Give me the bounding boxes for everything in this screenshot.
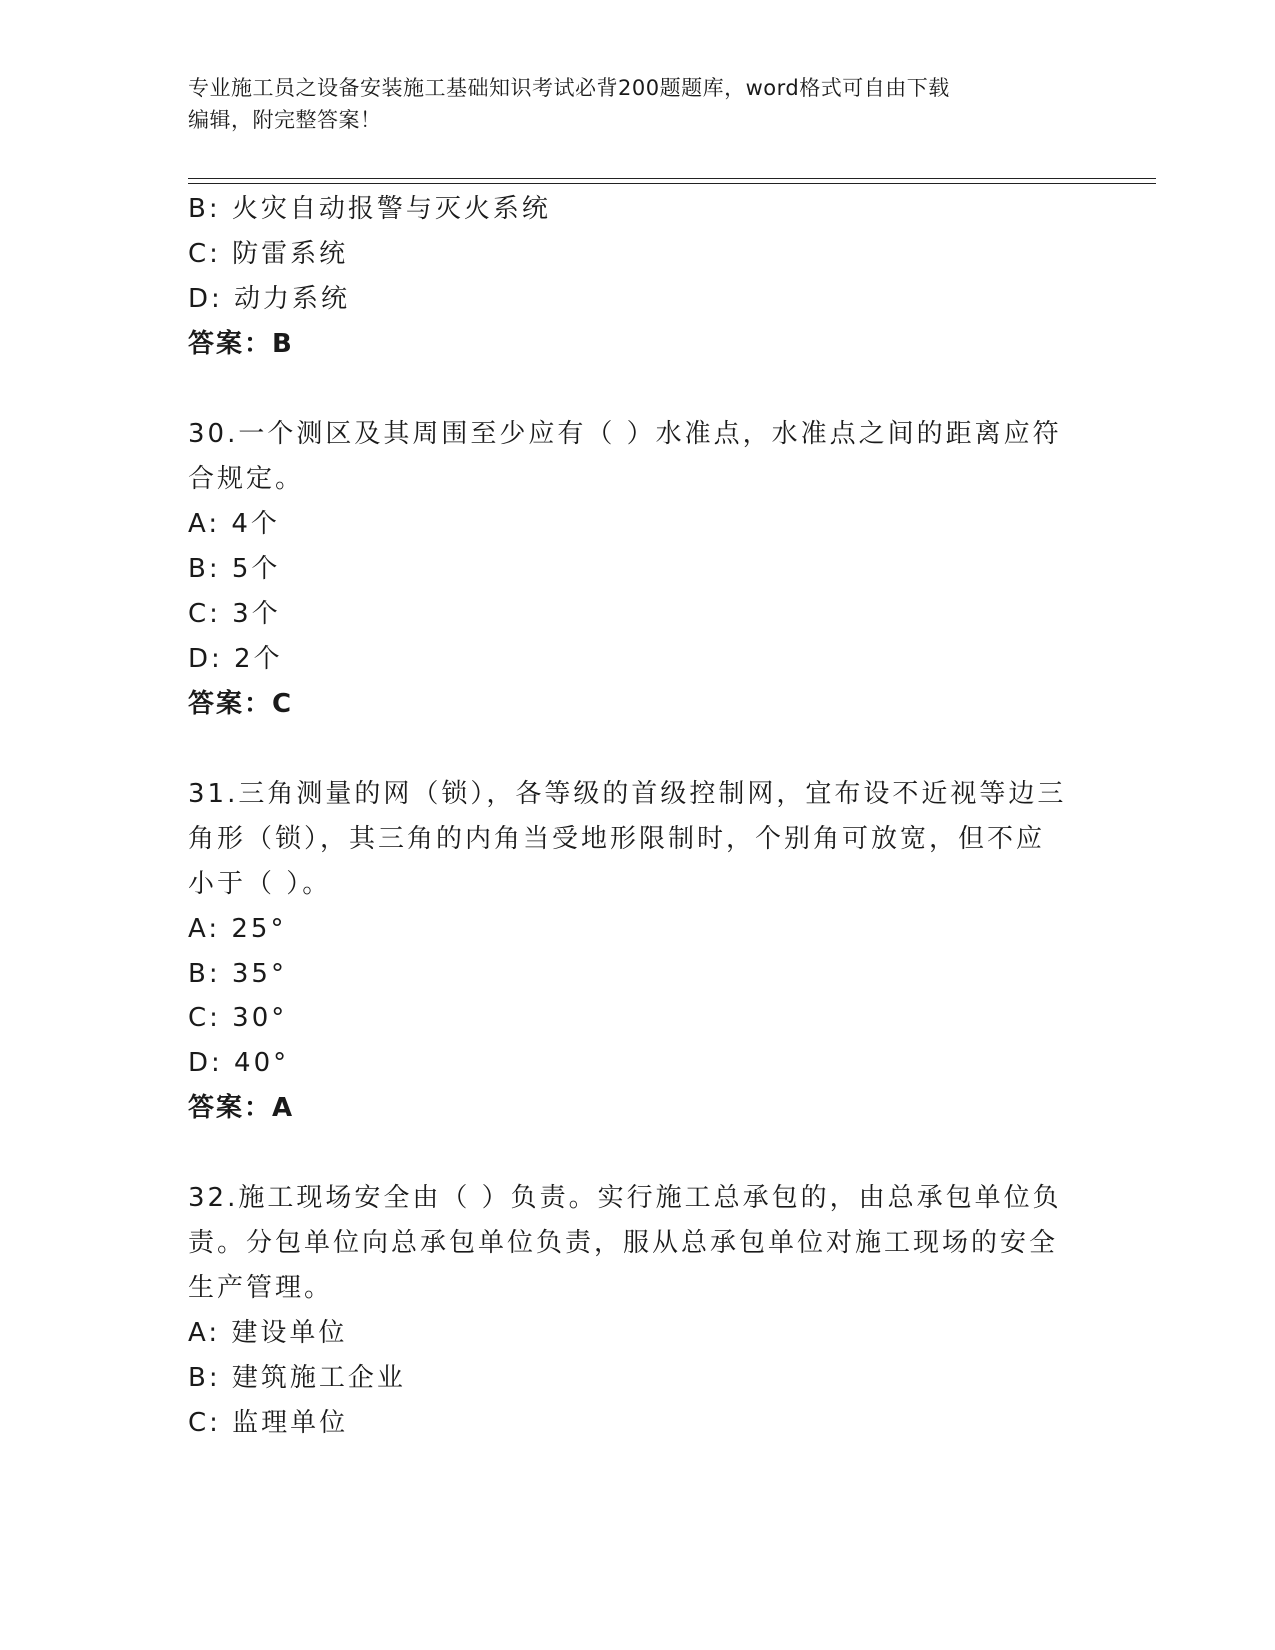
q31-stem-line-3: 小于（ ）。 bbox=[188, 869, 332, 899]
header-divider-bottom bbox=[188, 183, 1156, 184]
q30-option-b: B: 5个 bbox=[188, 554, 281, 584]
q31-stem-line-1: 31.三角测量的网（锁），各等级的首级控制网，宜布设不近视等边三 bbox=[188, 779, 1067, 809]
header-divider-top bbox=[188, 178, 1156, 179]
q31-option-b: B: 35° bbox=[188, 959, 287, 989]
q30-stem-line-2: 合规定。 bbox=[188, 464, 305, 494]
q31-option-a: A: 25° bbox=[188, 914, 287, 944]
document-header bbox=[188, 72, 1068, 136]
q30-answer: 答案：C bbox=[188, 689, 294, 719]
q32-option-b: B: 建筑施工企业 bbox=[188, 1363, 406, 1393]
q30-option-c: C: 3个 bbox=[188, 599, 281, 629]
q31-answer: 答案：A bbox=[188, 1093, 295, 1123]
header-title-line-1: 专业施工员之设备安装施工基础知识考试必背200题题库，word格式可自由下载 bbox=[188, 76, 950, 100]
q30-option-a: A: 4个 bbox=[188, 509, 280, 539]
q29-option-c: C: 防雷系统 bbox=[188, 239, 349, 269]
q31-option-d: D: 40° bbox=[188, 1048, 290, 1078]
q29-option-b: B: 火灾自动报警与灭火系统 bbox=[188, 194, 551, 224]
q32-option-a: A: 建设单位 bbox=[188, 1318, 348, 1348]
q29-answer: 答案：B bbox=[188, 329, 294, 359]
q31-option-c: C: 30° bbox=[188, 1003, 288, 1033]
q31-stem-line-2: 角形（锁），其三角的内角当受地形限制时，个别角可放宽，但不应 bbox=[188, 824, 1046, 854]
q32-stem-line-2: 责。分包单位向总承包单位负责，服从总承包单位对施工现场的安全 bbox=[188, 1228, 1059, 1258]
q30-stem-line-1: 30.一个测区及其周围至少应有（ ）水准点，水准点之间的距离应符 bbox=[188, 419, 1062, 449]
q30-option-d: D: 2个 bbox=[188, 644, 283, 674]
q32-stem-line-1: 32.施工现场安全由（ ）负责。实行施工总承包的，由总承包单位负 bbox=[188, 1183, 1062, 1213]
header-title-line-2: 编辑，附完整答案！ bbox=[188, 108, 382, 132]
q32-option-c: C: 监理单位 bbox=[188, 1408, 349, 1438]
q32-stem-line-3: 生产管理。 bbox=[188, 1273, 334, 1303]
q29-option-d: D: 动力系统 bbox=[188, 284, 351, 314]
